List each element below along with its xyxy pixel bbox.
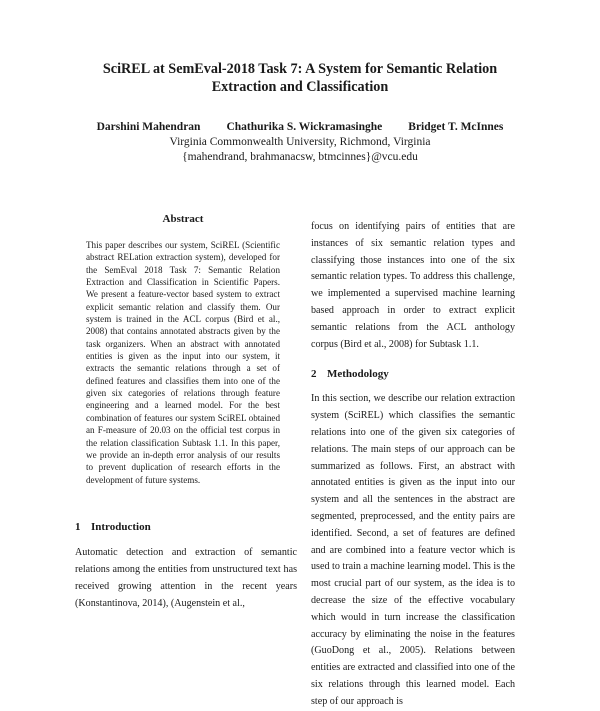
section-title: Methodology <box>327 368 389 381</box>
author-list <box>60 120 540 135</box>
section-number: 2 <box>311 368 317 381</box>
abstract-heading: Abstract <box>162 213 204 225</box>
introduction-heading <box>75 520 151 534</box>
abstract-section <box>86 212 280 486</box>
author-name: Chathurika S. Wickramasinghe <box>226 121 383 133</box>
author-emails: {mahendrand, brahmanacsw, btmcinnes}@vcu.edu <box>182 151 418 163</box>
title-line-1: SciREL at SemEval-2018 Task 7: A System for Semantic Relation <box>102 61 498 77</box>
affiliation: Virginia Commonwealth University, Richmond, Virginia <box>169 136 431 148</box>
methodology-heading <box>311 367 515 381</box>
introduction-continuation: focus on identifying pairs of entities that are instances of six semantic relation types and classifying those instances into one of the six semantic relation types. To address this challenge, we implemented a supervised machine learning based approach in order to extract explicit semantic relations from the ACL anthology corpus (Bird et al., 2008) for Subtask 1.1. <box>311 221 515 350</box>
title-line-2: Extraction and Classification <box>211 79 389 95</box>
section-number: 1 <box>75 521 81 533</box>
author-block <box>60 120 540 165</box>
abstract-text: This paper describes our system, SciREL (Scientific abstract RELation extraction system), developed for the SemEval 2018 Task 7: Semantic Relation Extraction and Classification in Scientific Papers. We present a feature-vector based system to extract explicit semantic relation and classify them. Our system is trained in the ACL corpus (Bird et al., 2008) that contains annotated abstracts given by the task organizers. When an abstract with annotated entities is given as the input into our system, it extracts the semantic relations through a set of defined features and classifies them into one of the given six categories of relations through feature engineering and a learned model. For the best combination of features our system SciREL obtained an F-measure of 20.03 on the official test corpus in the relation classification Subtask 1.1. In this paper, we provide an in-depth error analysis of our results to prevent duplication of research efforts in the development of future systems. <box>86 240 280 485</box>
methodology-text: In this section, we describe our relation extraction system (SciREL) which classifies the semantic relations into one of the given six categories of relations. The main steps of our approach can be summarized as follows. First, an abstract with annotated entities is given as the input into our system and all the sentences in the abstract are segmented, preprocessed, and the entity pairs are identified. Second, a set of features are defined and are combined into a feature vector which is used to train a machine learning model. This is the most crucial part of our system, as the idea is to decrease the size of the effective vocabulary which would in turn increase the classification accuracy by eliminating the noise in the features (GuoDong et al., 2005). Relations between entities are extracted and classified into one of the six relations through this learned model. Each step of our approach is <box>311 393 515 707</box>
introduction-text: Automatic detection and extraction of semantic relations among the entities from unstructured text has received growing attention in the recent years (Konstantinova, 2014), (Augenstein et al., <box>75 547 297 609</box>
paper-title <box>60 60 540 96</box>
right-column <box>311 219 515 711</box>
author-name: Darshini Mahendran <box>96 121 201 133</box>
author-name: Bridget T. McInnes <box>408 121 504 133</box>
section-title: Introduction <box>91 521 151 533</box>
